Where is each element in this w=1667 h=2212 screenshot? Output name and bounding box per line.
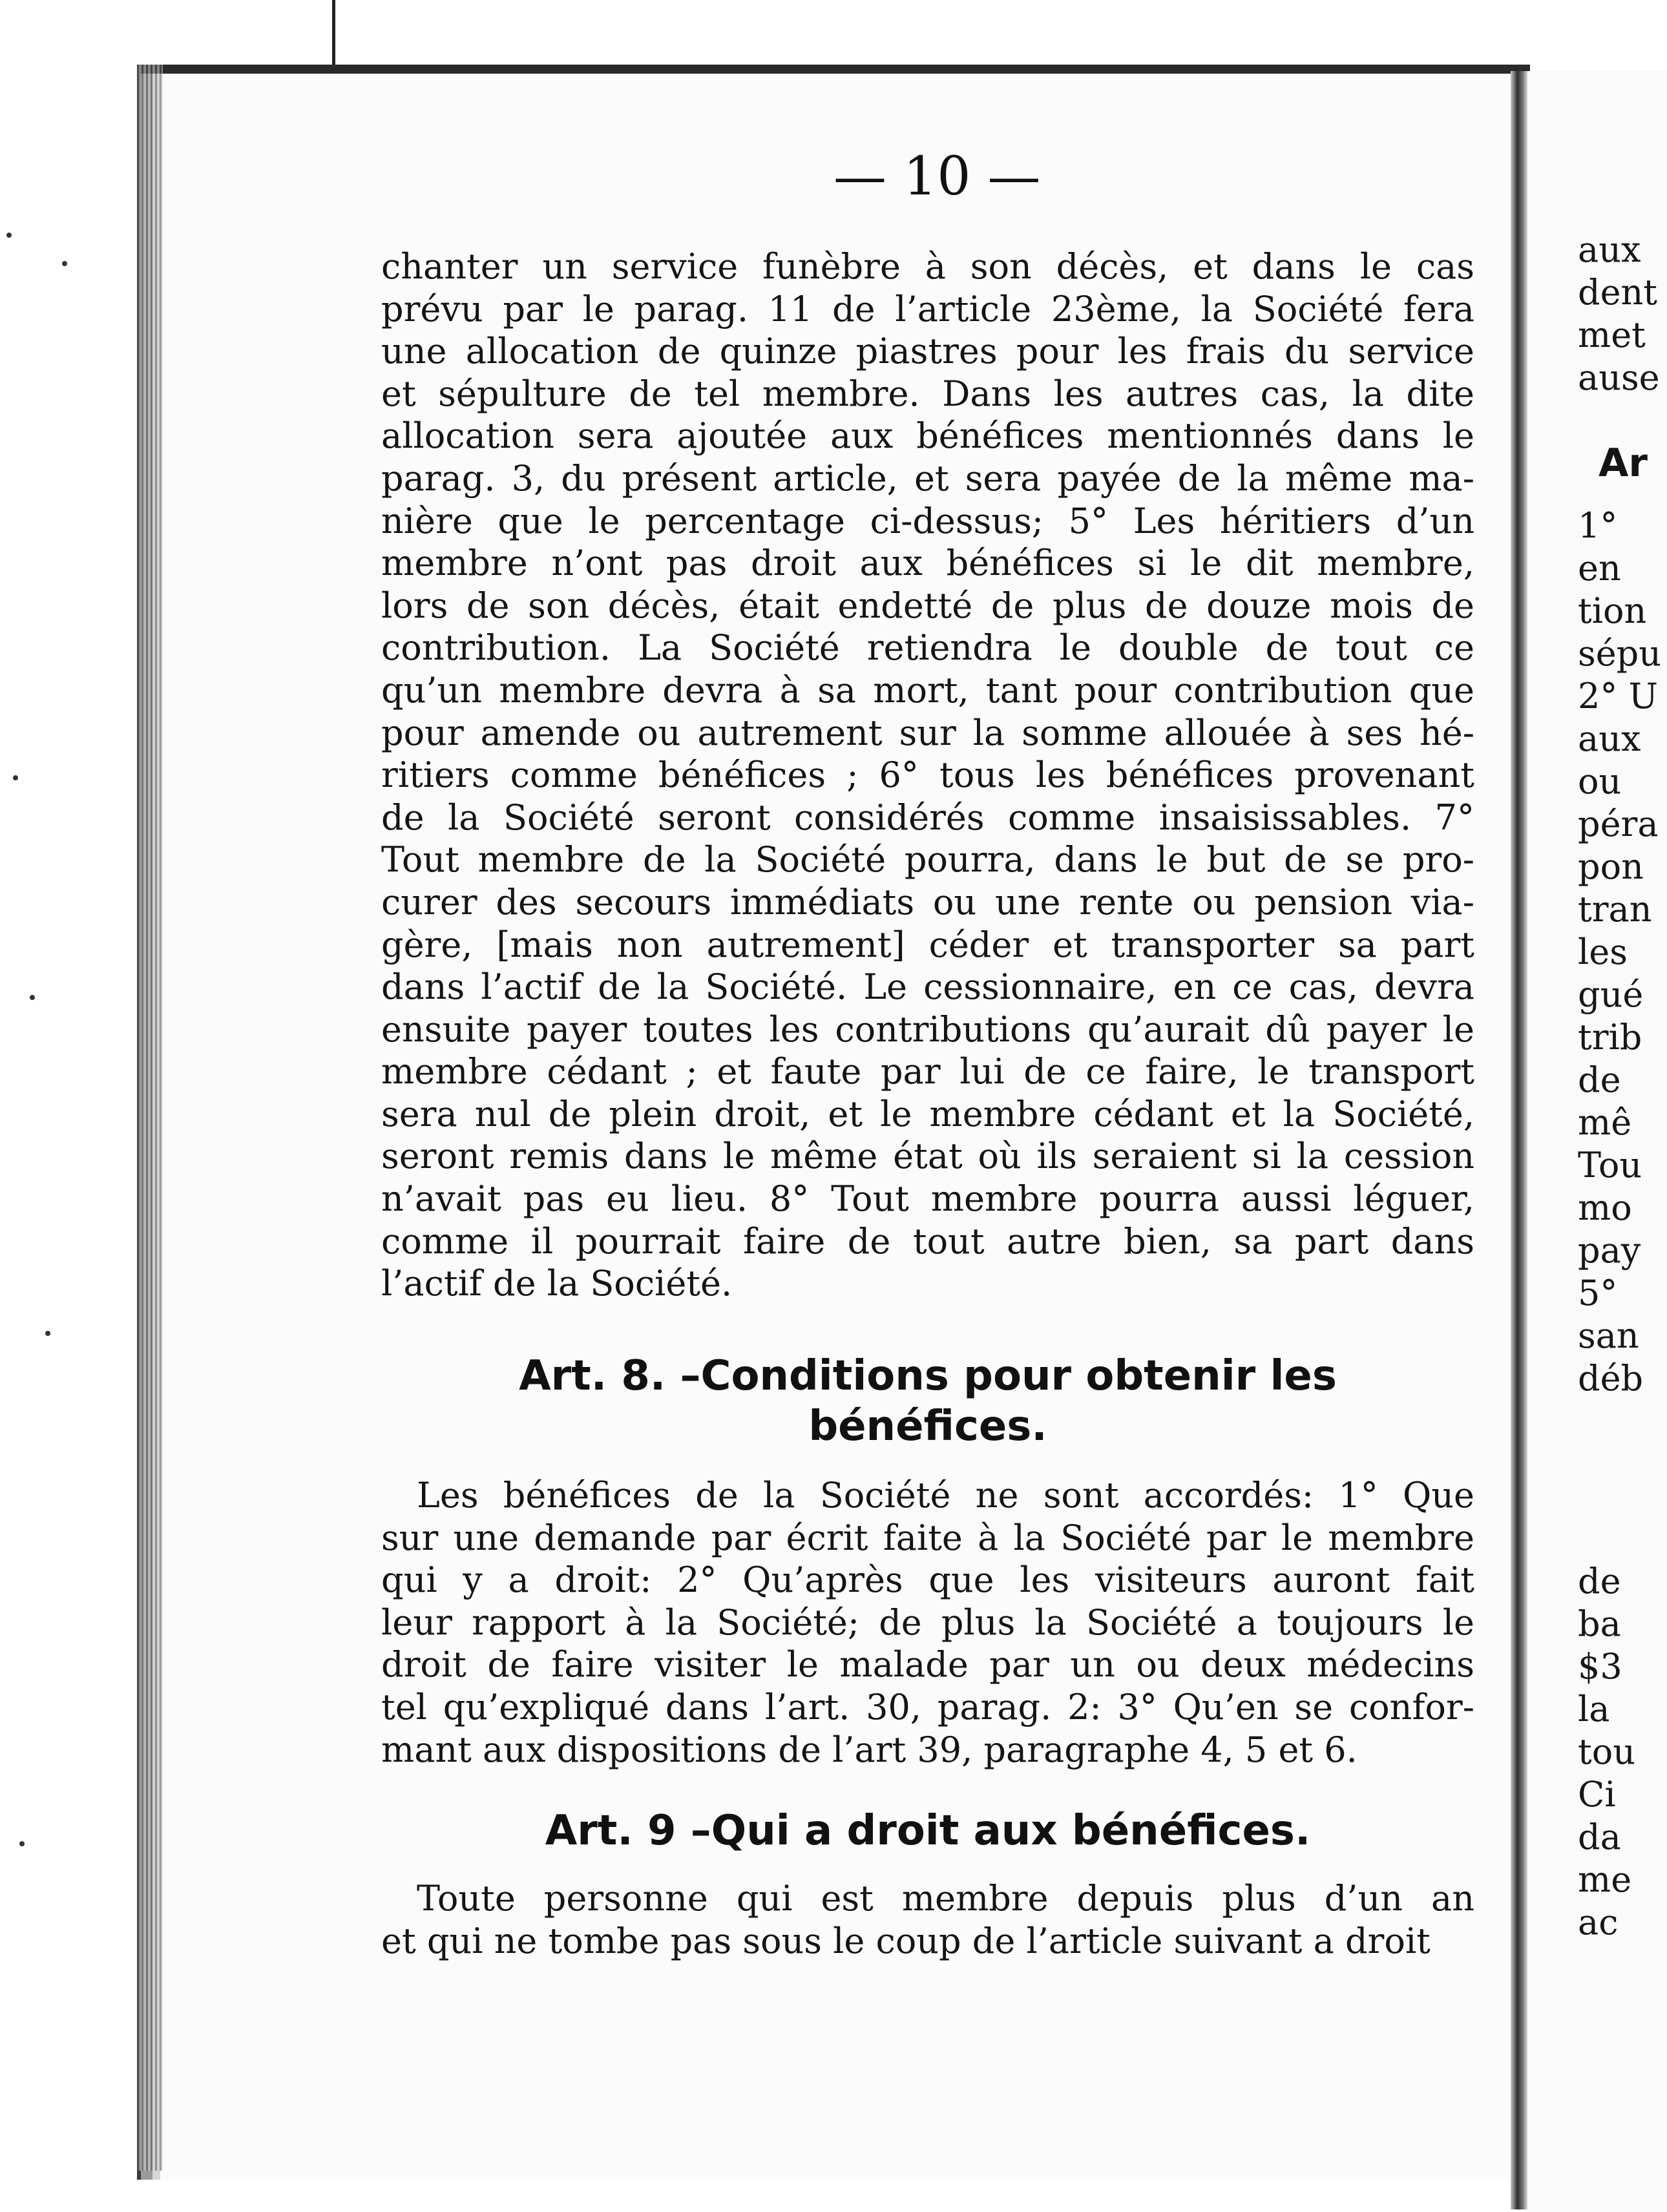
text-line: sur une demande par écrit faite à la Société par le membre [381,1517,1474,1558]
fragment-text: tou [1578,1731,1635,1772]
page-number: — 10 — [834,146,1041,207]
fragment-text: 5° [1578,1273,1618,1313]
scan-speck [62,261,67,266]
heading-art8-line1: Art. 8. –Conditions pour obtenir les [519,1352,1337,1400]
text-line: pour amende ou autrement sur la somme allouée à ses hé- [381,712,1474,753]
text-line: membre cédant ; et faute par lui de ce faire, le transport [381,1051,1474,1092]
scan-background [0,0,137,2212]
fragment-text: ause [1578,357,1660,398]
scan-speck [19,1841,25,1846]
text-line: nière que le percentage ci-dessus; 5° Les héritiers d’un [381,500,1474,541]
fragment-text: les [1578,932,1628,972]
text-line: ensuite payer toutes les contributions qu’aurait dû payer le [381,1008,1474,1050]
fragment-text: mo [1578,1187,1632,1228]
fragment-text: 2° U [1578,676,1659,716]
fragment-text: ba [1578,1603,1621,1644]
text-line: comme il pourrait faire de tout autre bien, sa part dans [381,1220,1474,1262]
fragment-heading: Ar [1599,441,1648,486]
text-line: ritiers comme bénéfices ; 6° tous les bénéfices provenant [381,755,1474,796]
book-gutter [1511,71,1527,2209]
fragment-text: en [1578,548,1621,589]
fragment-text: me [1578,1859,1632,1900]
fragment-text: dent [1578,272,1658,313]
text-line: allocation sera ajoutée aux bénéfices mentionnés dans le [381,415,1474,457]
paragraph-art9 [381,1877,1474,1962]
text-line: sera nul de plein droit, et le membre cédant et la Société, [381,1093,1474,1134]
fragment-text: ou [1578,761,1622,802]
text-line: qu’un membre devra à sa mort, tant pour contribution que [381,669,1474,711]
heading-art8-line2: bénéfices. [808,1403,1047,1450]
text-line: chanter un service funèbre à son décès, et dans le cas [381,246,1474,287]
fragment-text: Ci [1578,1774,1616,1815]
text-line: membre n’ont pas droit aux bénéfices si le dit membre, [381,543,1474,584]
fragment-text: déb [1578,1358,1644,1399]
text-line: l’actif de la Société. [381,1263,733,1304]
text-line: Toute personne qui est membre depuis plus d’un an [417,1878,1474,1919]
fragment-text: trib [1578,1017,1642,1058]
fragment-text: da [1578,1817,1621,1857]
fragment-text: péra [1578,804,1659,844]
fragment-text: san [1578,1315,1639,1356]
text-line: curer des secours immédiats ou une rente ou pension via- [381,881,1474,923]
fragment-text: pay [1578,1230,1641,1271]
paragraph-art7-continuation [381,245,1474,1305]
text-line: une allocation de quinze piastres pour les frais du service [381,331,1474,372]
text-line: n’avait pas eu lieu. 8° Tout membre pourra aussi léguer, [381,1178,1474,1220]
text-line: seront remis dans le même état où ils seraient si la cession [381,1136,1474,1177]
text-line: lors de son décès, était endetté de plus de douze mois de [381,585,1474,626]
text-line: droit de faire visiter le malade par un ou deux médecins [381,1644,1474,1685]
text-line: parag. 3, du présent article, et sera payée de la même ma- [381,457,1474,499]
text-line: mant aux dispositions de l’art 39, paragraphe 4, 5 et 6. [381,1729,1358,1770]
text-line: dans l’actif de la Société. Le cessionnaire, en ce cas, devra [381,966,1474,1008]
fragment-text: $3 [1578,1646,1622,1687]
text-line: tel qu’expliqué dans l’art. 30, parag. 2: 3° Qu’en se confor- [381,1686,1474,1727]
paragraph-art8 [381,1474,1474,1771]
fragment-text: mê [1578,1102,1632,1143]
fragment-text: aux [1578,229,1641,270]
fragment-text: 1° [1578,505,1618,546]
fragment-text: tion [1578,590,1647,631]
scan-speck [13,775,18,780]
scan-speck [30,995,35,1000]
fragment-text: gué [1578,974,1644,1015]
fragment-text: de [1578,1059,1621,1100]
text-line: gère, [mais non autrement] céder et transporter sa part [381,924,1474,965]
fragment-text: tran [1578,889,1652,930]
text-line: qui y a droit: 2° Qu’après que les visiteurs auront fait [381,1560,1474,1601]
heading-art9: Art. 9 –Qui a droit aux bénéfices. [545,1807,1311,1855]
text-line: leur rapport à la Société; de plus la Société a toujours le [381,1602,1474,1643]
fragment-text: Tou [1578,1145,1642,1185]
fragment-text: de [1578,1561,1621,1602]
fragment-text: pon [1578,846,1644,887]
fragment-text: met [1578,315,1646,355]
fragment-text: la [1578,1689,1610,1729]
text-line: Les bénéfices de la Société ne sont accordés: 1° Que [417,1475,1474,1516]
text-line: de la Société seront considérés comme insaisissables. 7° [381,797,1474,838]
fragment-text: aux [1578,718,1641,759]
text-line: Tout membre de la Société pourra, dans le but de se pro- [381,839,1474,881]
text-line: prévu par le parag. 11 de l’article 23ème, la Société fera [381,288,1474,329]
page-edge-stack [137,65,163,2171]
text-line: et qui ne tombe pas sous le coup de l’article suivant a droit [381,1920,1431,1961]
right-page-fragment [1527,71,1667,2212]
scan-speck [45,1331,50,1336]
fragment-text: ac [1578,1902,1619,1943]
fragment-text: sépu [1578,633,1662,674]
text-line: et sépulture de tel membre. Dans les autres cas, la dite [381,373,1474,414]
scan-speck [6,233,12,238]
text-line: contribution. La Société retiendra le double de tout ce [381,627,1474,669]
